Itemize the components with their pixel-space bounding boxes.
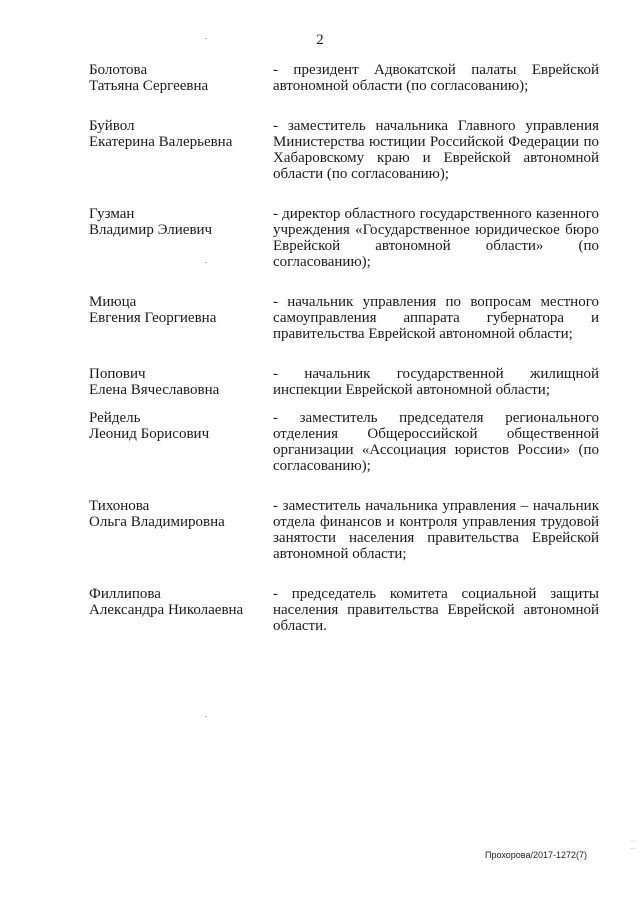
member-surname: Миюца bbox=[89, 294, 137, 310]
member-entry bbox=[89, 366, 599, 398]
margin-dot bbox=[205, 716, 207, 717]
member-position: - председатель комитета социальной защиты населения правительства Еврейской автономной области. bbox=[273, 586, 599, 634]
member-given-names: Екатерина Валерьевна bbox=[89, 134, 233, 150]
margin-dot bbox=[205, 262, 207, 263]
member-name bbox=[89, 410, 269, 474]
member-name bbox=[89, 118, 269, 182]
member-entry bbox=[89, 498, 599, 562]
member-given-names: Александра Николаевна bbox=[89, 602, 244, 618]
side-scan-mark: ⋮ ⋮ bbox=[631, 838, 637, 852]
member-entry bbox=[89, 62, 599, 94]
member-entry bbox=[89, 586, 599, 634]
document-reference-code: Прохорова/2017-1272(7) bbox=[485, 850, 588, 860]
member-surname: Попович bbox=[89, 366, 146, 382]
member-surname: Рейдель bbox=[89, 410, 141, 426]
member-surname: Гузман bbox=[89, 206, 135, 222]
member-surname: Тихонова bbox=[89, 498, 150, 514]
member-position: - начальник государственной жилищной инспекции Еврейской автономной области; bbox=[273, 366, 599, 398]
member-name bbox=[89, 294, 269, 342]
member-name bbox=[89, 62, 269, 94]
member-position: - заместитель председателя регионального отделения Общероссийской общественной организации «Ассоциация юристов России» (по согласованию); bbox=[273, 410, 599, 474]
member-surname: Буйвол bbox=[89, 118, 135, 134]
member-name bbox=[89, 586, 269, 634]
member-given-names: Владимир Элиевич bbox=[89, 222, 213, 238]
member-name bbox=[89, 498, 269, 562]
member-given-names: Ольга Владимировна bbox=[89, 514, 225, 530]
member-given-names: Елена Вячеславовна bbox=[89, 382, 220, 398]
page-number: 2 bbox=[316, 32, 324, 48]
member-entry bbox=[89, 118, 599, 182]
member-given-names: Леонид Борисович bbox=[89, 426, 210, 442]
member-position: - заместитель начальника Главного управления Министерства юстиции Российской Федерации по Хабаровскому краю и Еврейской автономной области (по согласованию); bbox=[273, 118, 599, 182]
member-position: - президент Адвокатской палаты Еврейской автономной области (по согласованию); bbox=[273, 62, 599, 94]
member-entry bbox=[89, 294, 599, 342]
member-given-names: Татьяна Сергеевна bbox=[89, 78, 209, 94]
member-position: - заместитель начальника управления – начальник отдела финансов и контроля управления трудовой занятости населения правительства Еврейской автономной области; bbox=[273, 498, 599, 562]
member-position: - директор областного государственного казенного учреждения «Государственное юридическое бюро Еврейской автономной области» (по согласованию); bbox=[273, 206, 599, 270]
member-list bbox=[89, 62, 599, 658]
member-given-names: Евгения Георгиевна bbox=[89, 310, 217, 326]
member-surname: Болотова bbox=[89, 62, 148, 78]
member-surname: Филлипова bbox=[89, 586, 161, 602]
margin-dot bbox=[205, 38, 207, 39]
member-position: - начальник управления по вопросам местного самоуправления аппарата губернатора и правительства Еврейской автономной области; bbox=[273, 294, 599, 342]
member-entry bbox=[89, 206, 599, 270]
member-entry bbox=[89, 410, 599, 474]
member-name bbox=[89, 206, 269, 270]
member-name bbox=[89, 366, 269, 398]
